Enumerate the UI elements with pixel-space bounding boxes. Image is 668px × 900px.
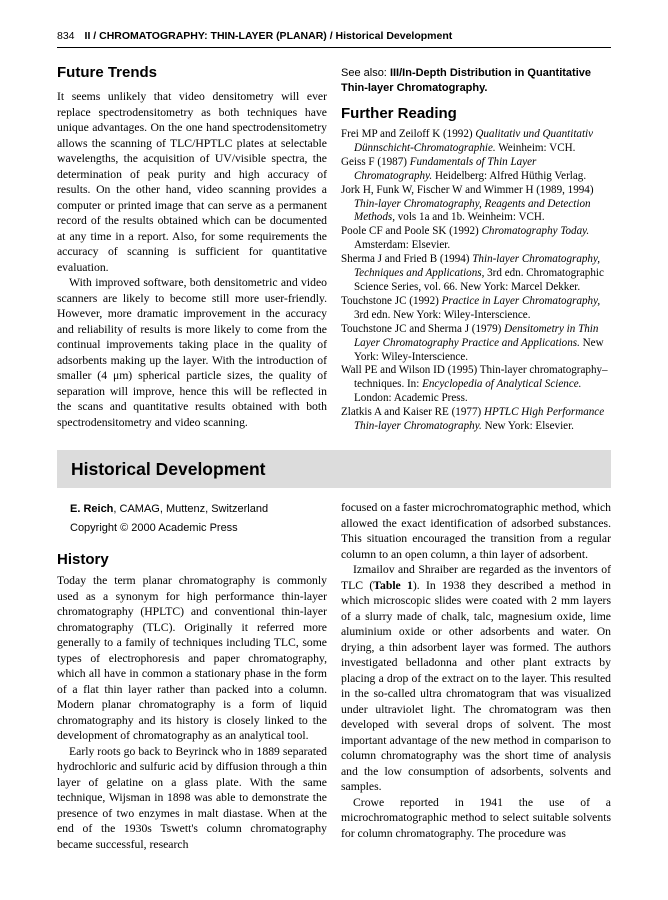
history-body-left (57, 573, 327, 852)
further-reading-column (341, 66, 611, 434)
author-name: E. Reich (70, 503, 114, 515)
page-number: 834 (57, 30, 75, 42)
see-also-label: See also: (341, 67, 387, 79)
running-title: II / CHROMATOGRAPHY: THIN-LAYER (PLANAR) / Historical Development (84, 30, 453, 42)
reference-item: Geiss F (1987) Fundamentals of Thin Layer Chromatography. Heidelberg: Alfred Hüthig Verlag. (341, 155, 587, 182)
history-body-right (341, 500, 611, 841)
paragraph: Crowe reported in 1941 the use of a microchromatographic method to select suitable solvents for column chromatography. The procedure was (341, 795, 611, 840)
history-heading: History (57, 551, 109, 568)
article-title: Historical Development (71, 459, 266, 479)
future-trends-body (57, 89, 327, 430)
paragraph: focused on a faster microchromatographic method, which allowed the exact identification of adsorbed substances. This situation encouraged the transition from a regular column to an open column, a thin layer of adsorbent. (341, 501, 611, 561)
table-reference-link[interactable]: Table 1 (373, 578, 413, 592)
reference-item: Zlatkis A and Kaiser RE (1977) HPTLC High Performance Thin-layer Chromatography. New York: Elsevier. (341, 406, 605, 433)
reference-list (341, 128, 611, 434)
future-trends-section (57, 64, 327, 430)
further-reading-heading: Further Reading (341, 105, 457, 122)
history-left-column (57, 502, 327, 852)
paragraph: It seems unlikely that video densitometry will ever replace spectrodensitometry as both techniques have unique advantages. On the one hand spectrodensitometry allows the scanning of TLC/HPTLC plates at selectable wavelengths, the acquisition of UV/visible spectra, the determination of peak purity and high accuracy of results. On the other hand, video scanning provides a computer or printed image that can serve as a permanent record of the results obtained which can be documented at any time in a report. Also, for some requirements the accuracy of scanning is sufficient for quantitative evaluation. (57, 90, 327, 274)
author-affiliation: , CAMAG, Muttenz, Switzerland (113, 503, 269, 515)
paragraph: Today the term planar chromatography is commonly used as a synonym for high performance thin-layer chromatography (HPLTC) and conventional thin-layer chromatography (TLC). Originally it referred more generally to a family of techniques including TLC, some types of electrophoresis and paper chromatography, which all have in common a stationary phase in the form of a flat thin layer rather than packed into a column. Modern planar chromatography is a form of liquid chromatography and its history is closely linked to the development of chromatography as an analytical tool. (57, 574, 327, 742)
copyright-line: Copyright © 2000 Academic Press (70, 522, 238, 534)
running-head (57, 30, 611, 42)
see-also-link[interactable]: III/In-Depth Distribution in Quantitative Thin-layer Chromatography. (341, 67, 591, 94)
reference-item: Sherma J and Fried B (1994) Thin-layer Chromatography, Techniques and Applications, 3rd edn. Chromatographic Science Series, vol. 66. New York: Marcel Dekker. (341, 253, 604, 293)
reference-item: Touchstone JC and Sherma J (1979) Densitometry in Thin Layer Chromatography Practice and Applications. New York: Wiley-Interscience. (341, 322, 604, 363)
author-line (57, 502, 327, 516)
reference-item: Touchstone JC (1992) Practice in Layer Chromatography, 3rd edn. New York: Wiley-Interscience. (341, 294, 601, 321)
paragraph: Izmailov and Shraiber are regarded as the inventors of TLC (Table 1). In 1938 they described a method in which microscopic slides were coated with 2 mm layers of a slurry made of chalk, talc, magnesium oxide, lime aluminium oxide or other adsorbents and water. On drying, a thin adsorbent layer was formed. The authors investigated belladonna and other plant extracts by placing a drop of the extract on to the layer. This resulted in the so-called ultra chromatogram that was visualized under ultraviolet light. The chromatogram was then developed with several drops of solvent. The most important advantage of the new method in comparison to column chromatography was the short time of analysis and the low consumption of adsorbents, solvents and samples. (341, 563, 611, 793)
paragraph: With improved software, both densitometric and video scanners are likely to become still more user-friendly. However, more dramatic improvement in the accuracy and reliability of results is more likely to come from the continual improvements taking place in the quality of adsorbents making up the layer. With the introduction of smaller (4 μm) spherical particle sizes, the quality of separation will improve, hence this will be reflected in the scans and quantitative results obtained with both spectrodensitometry and video scanning. (57, 276, 327, 429)
article-title-band (57, 450, 611, 488)
paragraph: Early roots go back to Beyrinck who in 1889 separated hydrochloric and sulfuric acid by diffusion through a thin layer of gelatine on a glass plate. With the same technique, Wijsman in 1898 was able to demonstrate the presence of two enzymes in malt diastase. When at the end of the 1930s Tswett's column chromatography became successful, research (57, 744, 327, 851)
reference-item: Poole CF and Poole SK (1992) Chromatography Today. Amsterdam: Elsevier. (341, 225, 590, 252)
history-right-column (341, 500, 611, 841)
header-rule (57, 47, 611, 48)
reference-item: Wall PE and Wilson ID (1995) Thin-layer chromatography–techniques. In: Encyclopedia of Analytical Science. London: Academic Press. (341, 364, 608, 405)
reference-item: Frei MP and Zeiloff K (1992) Qualitativ und Quantitativ Dünnschicht-Chromatographie. Weinheim: VCH. (341, 128, 594, 154)
future-trends-heading: Future Trends (57, 64, 158, 81)
see-also (341, 66, 611, 95)
reference-item: Jork H, Funk W, Fischer W and Wimmer H (1989, 1994) Thin-layer Chromatography, Reagents and Detection Methods, vols 1a and 1b. Weinheim: VCH. (341, 183, 594, 224)
